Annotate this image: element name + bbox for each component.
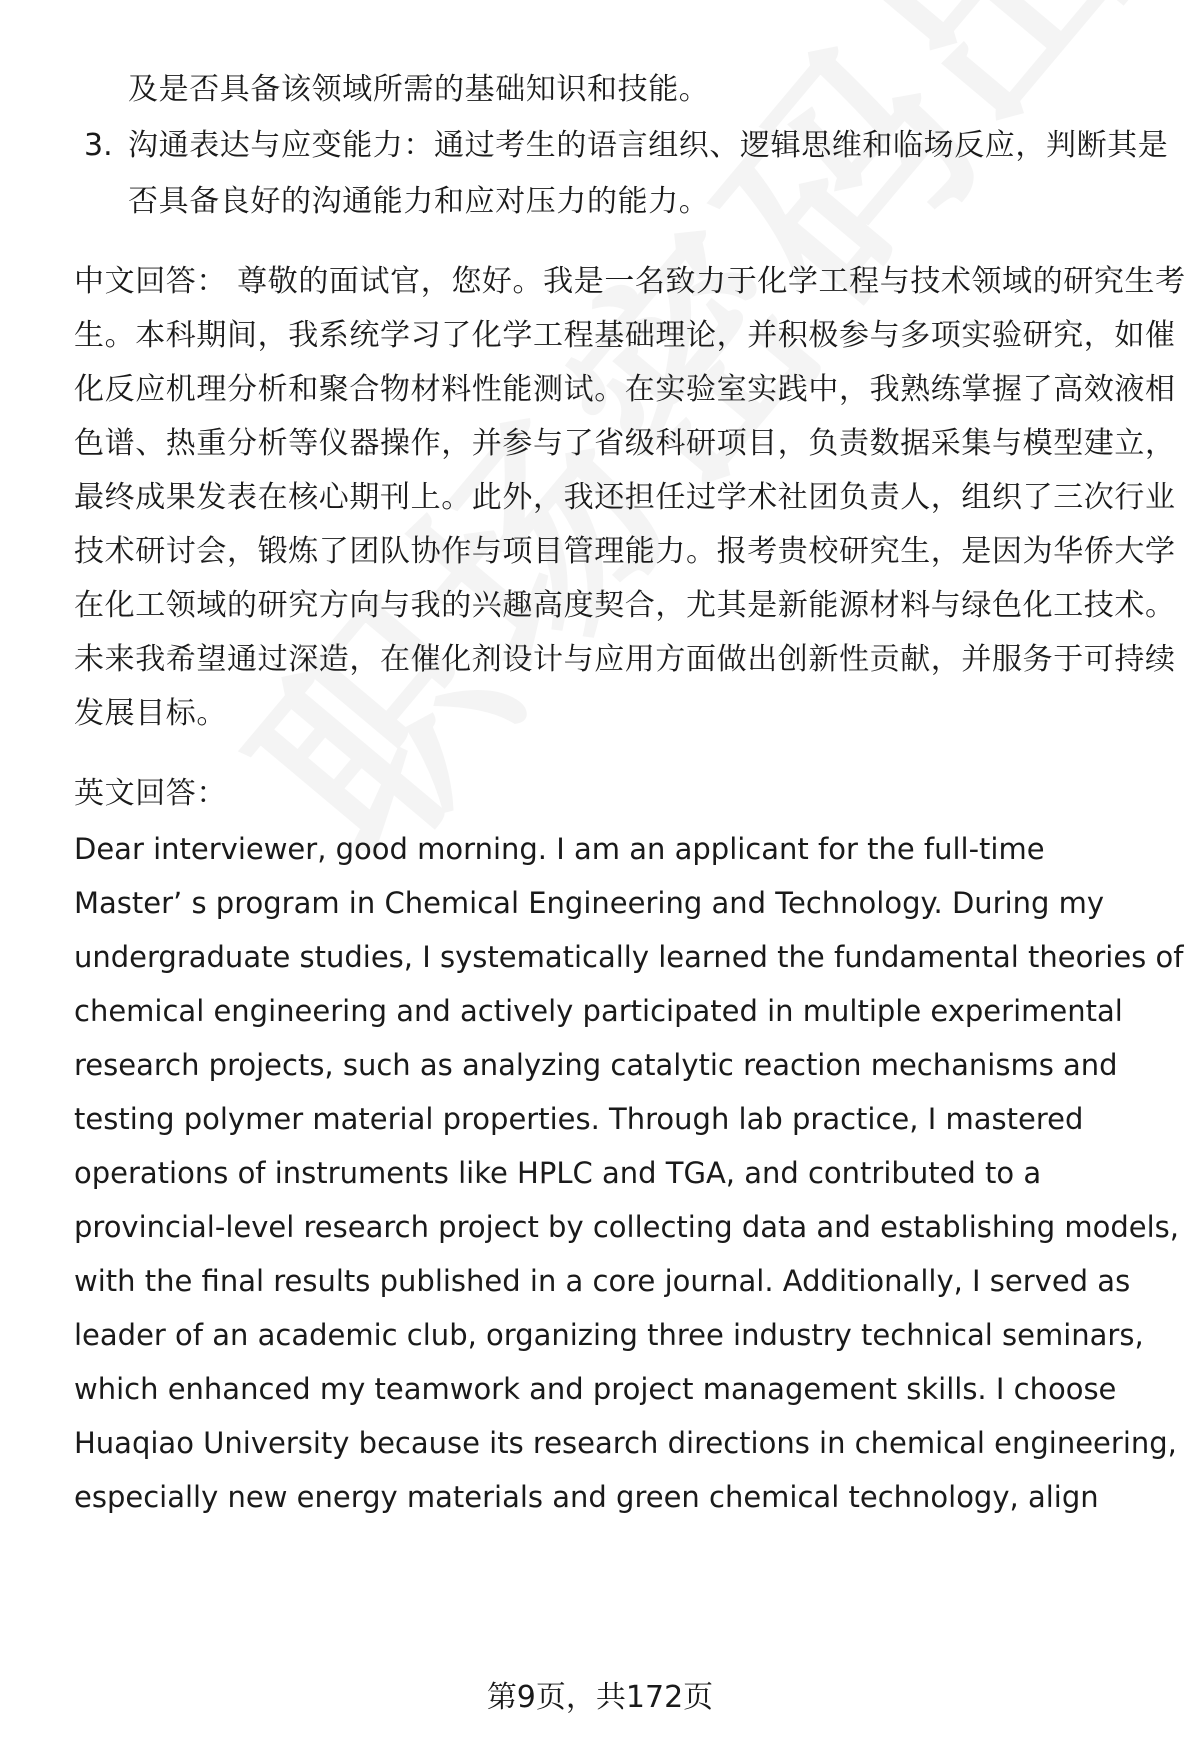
english-answer-heading: 英文回答：: [74, 776, 227, 811]
list-item-3-line-1: 沟通表达与应变能力：通过考生的语言组织、逻辑思维和临场反应，判断其是: [128, 128, 1169, 163]
list-item-3-line-2: 否具备良好的沟通能力和应对压力的能力。: [128, 184, 710, 219]
english-answer-line: which enhanced my teamwork and project management skills. I choose: [74, 1372, 1117, 1406]
chinese-answer-line: 最终成果发表在核心期刊上。此外，我还担任过学术社团负责人，组织了三次行业: [74, 480, 1176, 515]
english-answer-line: operations of instruments like HPLC and TGA, and contributed to a: [74, 1156, 1042, 1190]
english-answer-line: especially new energy materials and green chemical technology, align: [74, 1480, 1099, 1514]
chinese-answer-line: 在化工领域的研究方向与我的兴趣高度契合，尤其是新能源材料与绿色化工技术。: [74, 588, 1176, 623]
chinese-answer-line: 中文回答： 尊敬的面试官，您好。我是一名致力于化学工程与技术领域的研究生考: [74, 264, 1186, 299]
english-answer-line: undergraduate studies, I systematically learned the fundamental theories of: [74, 940, 1184, 974]
chinese-answer-line: 未来我希望通过深造，在催化剂设计与应用方面做出创新性贡献，并服务于可持续: [74, 642, 1176, 677]
list-item-2-continuation: 及是否具备该领域所需的基础知识和技能。: [128, 72, 710, 107]
chinese-answer-line: 发展目标。: [74, 696, 227, 731]
english-answer-line: research projects, such as analyzing catalytic reaction mechanisms and: [74, 1048, 1118, 1082]
english-answer-line: chemical engineering and actively participated in multiple experimental: [74, 994, 1123, 1028]
page-number-footer: 第9页，共172页: [486, 1680, 714, 1715]
chinese-answer-line: 色谱、热重分析等仪器操作，并参与了省级科研项目，负责数据采集与模型建立，: [74, 426, 1176, 461]
english-answer-line: leader of an academic club, organizing three industry technical seminars,: [74, 1318, 1144, 1352]
chinese-answer-line: 技术研讨会，锻炼了团队协作与项目管理能力。报考贵校研究生，是因为华侨大学: [74, 534, 1176, 569]
chinese-answer-line: 生。本科期间，我系统学习了化学工程基础理论，并积极参与多项实验研究，如催: [74, 318, 1176, 353]
chinese-answer-line: 化反应机理分析和聚合物材料性能测试。在实验室实践中，我熟练掌握了高效液相: [74, 372, 1176, 407]
english-answer-line: with the final results published in a core journal. Additionally, I served as: [74, 1264, 1131, 1298]
english-answer-line: Huaqiao University because its research directions in chemical engineering,: [74, 1426, 1177, 1460]
english-answer-line: Dear interviewer, good morning. I am an applicant for the full-time: [74, 832, 1045, 866]
list-item-3-number: 3.: [84, 128, 113, 163]
english-answer-line: testing polymer material properties. Through lab practice, I mastered: [74, 1102, 1084, 1136]
english-answer-line: provincial-level research project by collecting data and establishing models,: [74, 1210, 1179, 1244]
english-answer-line: Master’ s program in Chemical Engineering and Technology. During my: [74, 886, 1105, 920]
